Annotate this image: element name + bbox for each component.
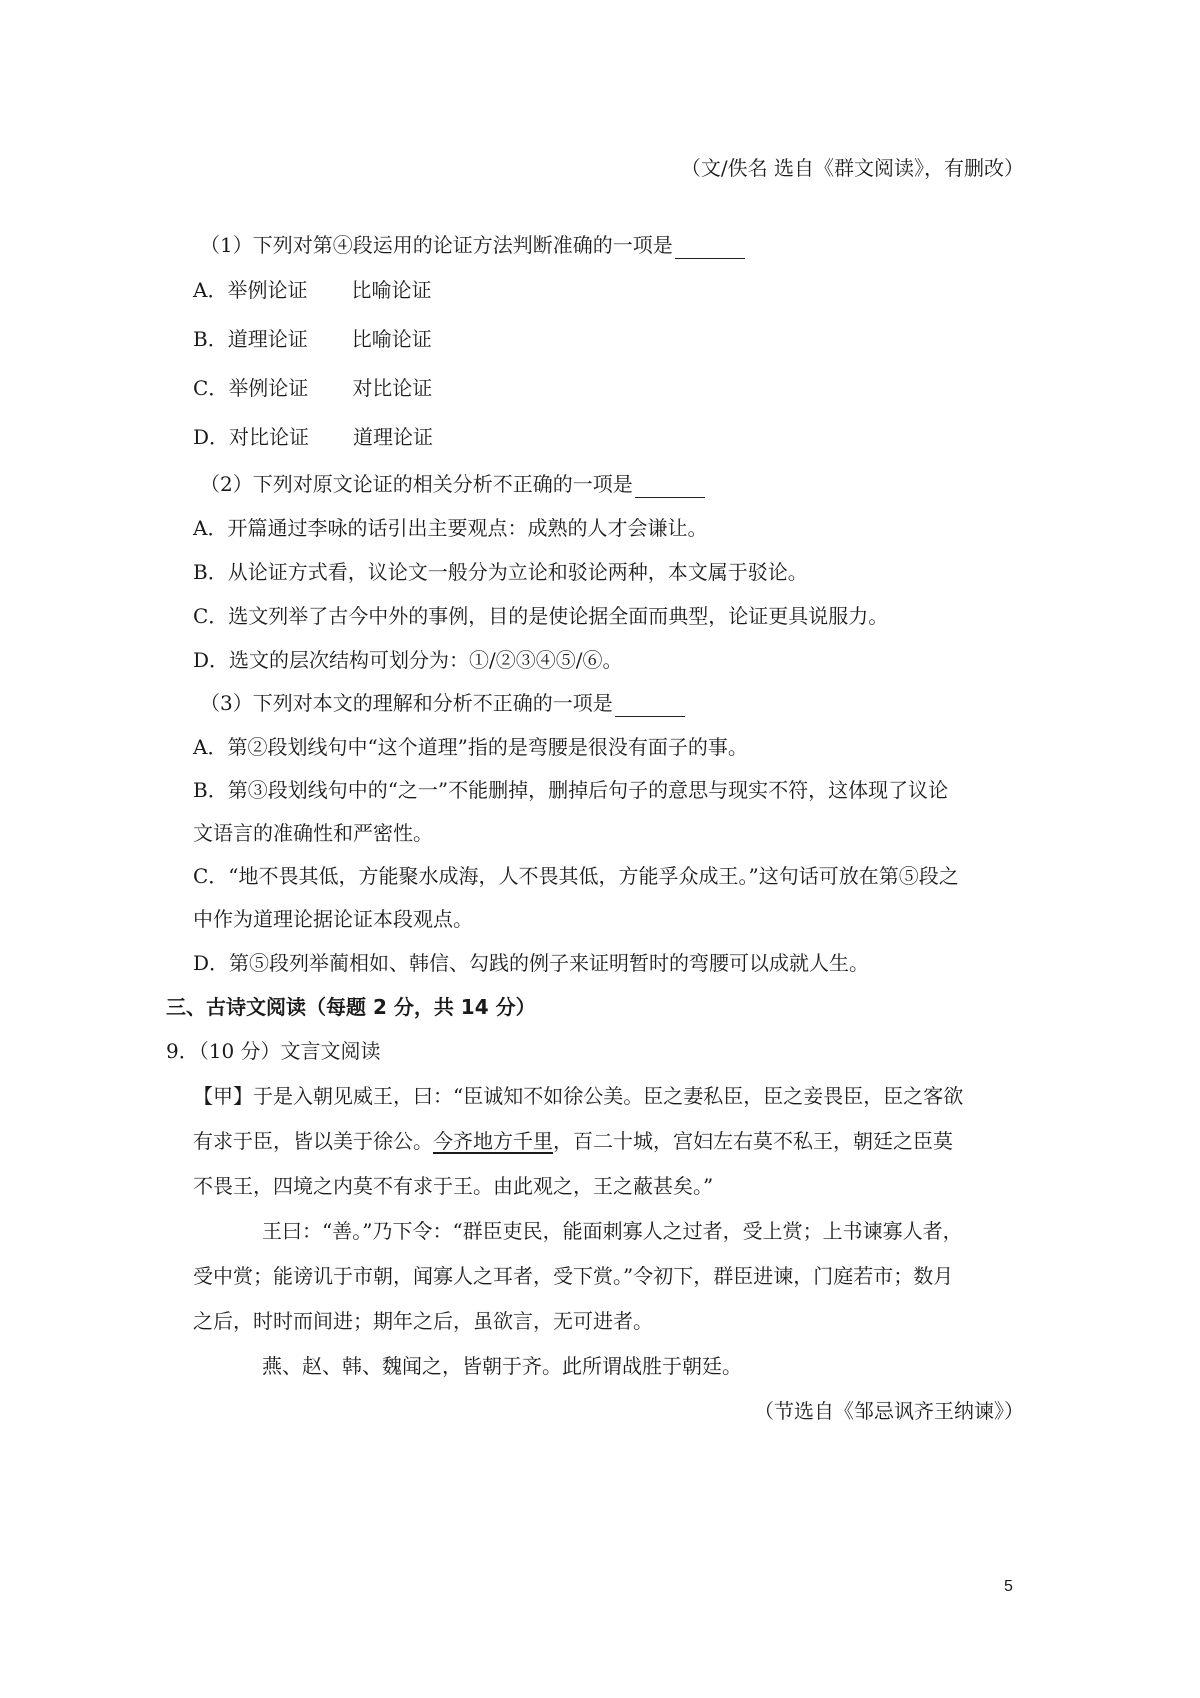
q3-option-a: A．第②段划线句中“这个道理”指的是弯腰是很没有面子的事。 — [193, 735, 748, 759]
q1-option-d: D．对比论证 道理论证 — [193, 425, 434, 449]
passage-line-3: 不畏王，四境之内莫不有求于王。由此观之，王之蔽甚矣。” — [193, 1174, 714, 1198]
source-citation: （文/佚名 选自《群文阅读》，有删改） — [680, 156, 1024, 180]
passage-line-7: 燕、赵、韩、魏闻之，皆朝于齐。此所谓战胜于朝廷。 — [262, 1354, 742, 1378]
q3-option-b: B．第③段划线句中的“之一”不能删掉，删掉后句子的意思与现实不符，这体现了议论 — [193, 778, 949, 802]
q1-option-c: C．举例论证 对比论证 — [193, 376, 433, 400]
question-2-stem — [200, 470, 705, 498]
q2-option-c: C．选文列举了古今中外的事例，目的是使论据全面而典型，论证更具说服力。 — [193, 604, 889, 628]
question-3-stem — [200, 689, 685, 717]
question-1-stem — [200, 231, 745, 259]
q2-option-b: B．从论证方式看，议论文一般分为立论和驳论两种，本文属于驳论。 — [193, 560, 808, 584]
question-1-text: （1）下列对第④段运用的论证方法判断准确的一项是 — [200, 233, 673, 257]
q2-option-d: D．选文的层次结构可划分为：①/②③④⑤/⑥。 — [193, 648, 623, 672]
q3-option-c-cont: 中作为道理论据论证本段观点。 — [193, 907, 473, 931]
q2-option-a: A．开篇通过李咏的话引出主要观点：成熟的人才会谦让。 — [193, 516, 708, 540]
page-number: 5 — [1004, 1578, 1013, 1595]
q1-option-b: B．道理论证 比喻论证 — [193, 327, 432, 351]
question-2-text: （2）下列对原文论证的相关分析不正确的一项是 — [200, 472, 633, 496]
question-9-heading: 9．（10 分）文言文阅读 — [166, 1039, 381, 1063]
passage-source: （节选自《邹忌讽齐王纳谏》） — [754, 1399, 1024, 1423]
q3-option-d: D．第⑤段列举蔺相如、韩信、勾践的例子来证明暂时的弯腰可以成就人生。 — [193, 951, 870, 975]
q3-option-b-cont: 文语言的准确性和严密性。 — [193, 821, 433, 845]
answer-blank-2[interactable] — [635, 477, 705, 498]
question-3-text: （3）下列对本文的理解和分析不正确的一项是 — [200, 691, 613, 715]
answer-blank-1[interactable] — [675, 238, 745, 259]
q3-option-c: C．“地不畏其低，方能聚水成海，人不畏其低，方能孚众成王。”这句话可放在第⑤段之 — [193, 864, 959, 888]
passage-line-4: 王曰：“善。”乃下令：“群臣吏民，能面刺寡人之过者，受上赏；上书谏寡人者， — [262, 1219, 963, 1243]
section-heading: 三、古诗文阅读（每题 2 分，共 14 分） — [166, 995, 536, 1019]
answer-blank-3[interactable] — [615, 696, 685, 717]
passage-line-2: 有求于臣，皆以美于徐公。今齐地方千里，百二十城，宫妇左右莫不私王，朝廷之臣莫 — [193, 1129, 953, 1153]
passage-line-6: 之后，时时而间进；期年之后，虽欲言，无可进者。 — [193, 1309, 653, 1333]
passage-line-1: 【甲】于是入朝见威王，曰：“臣诚知不如徐公美。臣之妻私臣，臣之妾畏臣，臣之客欲 — [193, 1084, 964, 1108]
underlined-sentence: 今齐地方千里 — [433, 1129, 553, 1153]
passage-line-5: 受中赏；能谤讥于市朝，闻寡人之耳者，受下赏。”令初下，群臣进谏，门庭若市；数月 — [193, 1264, 954, 1288]
q1-option-a: A．举例论证 比喻论证 — [193, 278, 432, 302]
